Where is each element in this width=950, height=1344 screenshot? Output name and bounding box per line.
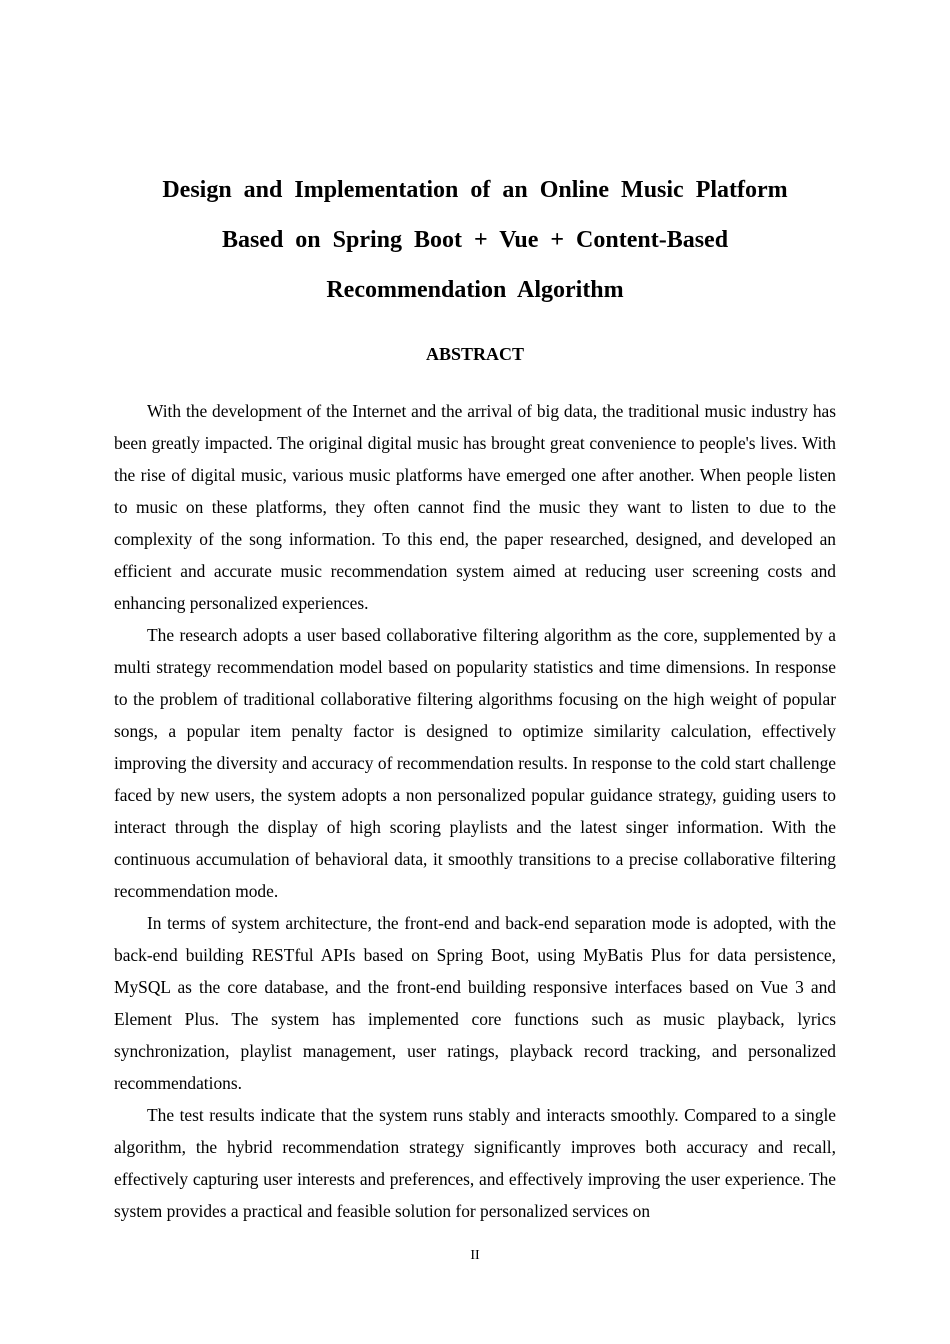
title-line-3: Recommendation Algorithm xyxy=(326,277,624,303)
title-line-2: Based on Spring Boot + Vue + Content-Based xyxy=(221,227,729,253)
abstract-paragraph-4: The test results indicate that the system runs stably and interacts smoothly. Compared to a single algorithm, the hybrid recommendation strategy significantly improves both accuracy and recall, effectively capturing user interests and preferences, and effectively improving the user experience. The system provides a practical and feasible solution for personalized services on xyxy=(114,1105,836,1221)
page-number: II xyxy=(470,1248,480,1263)
paper-title xyxy=(114,165,836,315)
abstract-paragraph-3: In terms of system architecture, the front-end and back-end separation mode is adopted, with the back-end building RESTful APIs based on Spring Boot, using MyBatis Plus for data persistence, MySQL as the core database, and the front-end building responsive interfaces based on Vue 3 and Element Plus. The system has implemented core functions such as music playback, lyrics synchronization, playlist management, user ratings, playback record tracking, and personalized recommendations. xyxy=(114,913,836,1093)
abstract-heading: ABSTRACT xyxy=(425,344,525,364)
abstract-paragraph-1: With the development of the Internet and the arrival of big data, the traditional music industry has been greatly impacted. The original digital music has brought great convenience to people's lives. With the rise of digital music, various music platforms have emerged one after another. When people listen to music on these platforms, they often cannot find the music they want to listen to due to the complexity of the song information. To this end, the paper researched, designed, and developed an efficient and accurate music recommendation system aimed at reducing user screening costs and enhancing personalized experiences. xyxy=(114,401,836,613)
abstract-paragraph-2: The research adopts a user based collaborative filtering algorithm as the core, supplemented by a multi strategy recommendation model based on popularity statistics and time dimensions. In response to the problem of traditional collaborative filtering algorithms focusing on the high weight of popular songs, a popular item penalty factor is designed to optimize similarity calculation, effectively improving the diversity and accuracy of recommendation results. In response to the cold start challenge faced by new users, the system adopts a non personalized popular guidance strategy, guiding users to interact through the display of high scoring playlists and the latest singer information. With the continuous accumulation of behavioral data, it smoothly transitions to a precise collaborative filtering recommendation mode. xyxy=(114,625,836,901)
abstract-body xyxy=(114,395,836,1227)
title-line-1: Design and Implementation of an Online Music Platform xyxy=(162,177,788,203)
